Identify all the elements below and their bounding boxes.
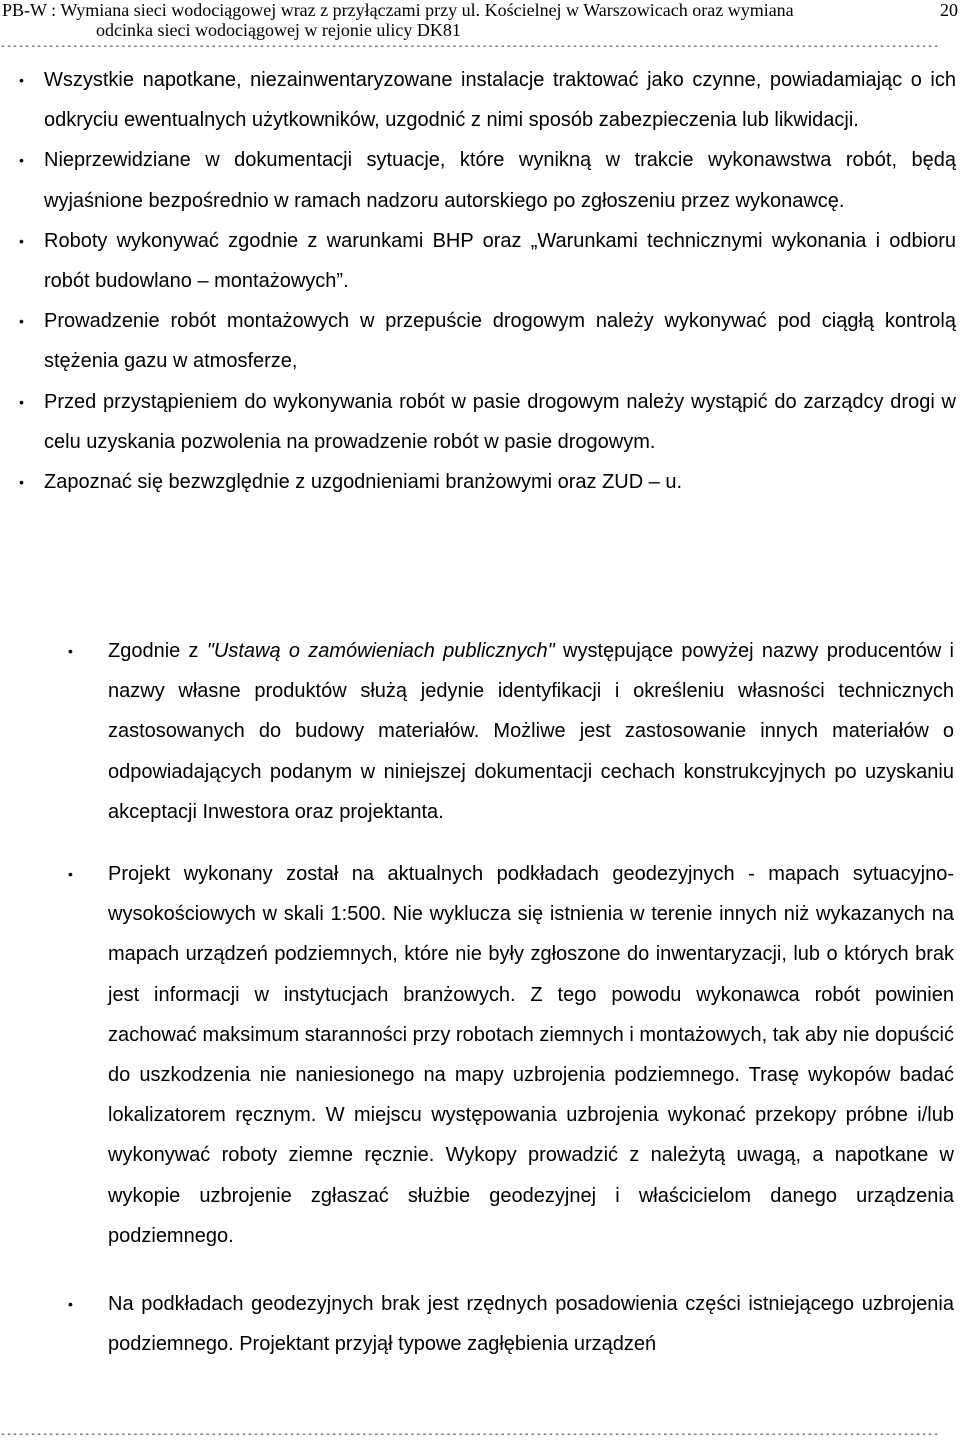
list-item-text: Na podkładach geodezyjnych brak jest rzędnych posadowienia części istniejącego uzbrojenia podziemnego. Projektant przyjął typowe zagłębienia urządzeń <box>108 1293 954 1356</box>
list-item <box>19 221 956 301</box>
header-title-line1: PB-W : Wymiana sieci wodociągowej wraz z przyłączami przy ul. Kościelnej w Warszowicach oraz wymiana <box>2 0 794 20</box>
list-item <box>68 854 954 1256</box>
bullet-icon: • <box>19 474 24 491</box>
header-title-line2: odcinka sieci wodociągowej w rejonie ulicy DK81 <box>96 20 461 40</box>
list-item-text: Nieprzewidziane w dokumentacji sytuacje, które wynikną w trakcie wykonawstwa robót, będą wyjaśnione bezpośrednio w ramach nadzoru autorskiego po zgłoszeniu przez wykonawcę. <box>44 149 956 212</box>
list-item <box>68 631 954 832</box>
bullet-list-remarks <box>68 631 954 1364</box>
list-item <box>19 382 956 462</box>
spacer <box>108 1256 954 1284</box>
spacer <box>108 832 954 854</box>
list-item-text: Przed przystąpieniem do wykonywania robót w pasie drogowym należy wystąpić do zarządcy drogi w celu uzyskania pozwolenia na prowadzenie robót w pasie drogowym. <box>44 390 956 453</box>
bullet-icon: • <box>19 232 24 249</box>
bullet-icon: • <box>68 1296 73 1313</box>
list-item <box>19 140 956 220</box>
header-dashed-rule: ------------------------------------------------------------------------------------------------------------------------------------------------------------ <box>0 42 940 52</box>
list-item <box>68 1284 954 1364</box>
bullet-icon: • <box>19 313 24 330</box>
list-item-text: Projekt wykonany został na aktualnych podkładach geodezyjnych - mapach sytuacyjno-wysokościowych w skali 1:500. Nie wyklucza się istnienia w terenie innych niż wykazanych na mapach urządzeń podziemnych, które nie były zgłoszone do inwentaryzacji, lub o których brak jest informacji w instytucjach branżowych. Z tego powodu wykonawca robót powinien zachować maksimum staranności przy robotach ziemnych i montażowych, tak aby nie dopuścić do uszkodzenia nie naniesionego na mapy uzbrojenia podziemnego. Trasę wykopów badać lokalizatorem ręcznym. W miejscu występowania uzbrojenia wykonać przekopy próbne i/lub wykonywać roboty ziemne ręcznie. Wykopy prowadzić z należytą uwagą, a napotkane w wykopie uzbrojenie zgłaszać służbie geodezyjnej i właścicielom danego urządzenia podziemnego. <box>108 863 954 1247</box>
list-item <box>19 462 956 502</box>
page-number: 20 <box>940 0 958 20</box>
list-item-text: Prowadzenie robót montażowych w przepuście drogowym należy wykonywać pod ciągłą kontrolą stężenia gazu w atmosferze, <box>44 310 956 373</box>
bullet-icon: • <box>19 72 24 88</box>
list-item-text: Zapoznać się bezwzględnie z uzgodnieniami branżowymi oraz ZUD – u. <box>44 471 683 494</box>
list-item-text: Roboty wykonywać zgodnie z warunkami BHP oraz „Warunkami technicznymi wykonania i odbioru robót budowlano – montażowych”. <box>44 229 956 293</box>
bullet-icon: • <box>19 152 24 169</box>
bullet-icon: • <box>68 643 73 659</box>
bullet-list-notes <box>19 60 956 502</box>
list-item <box>19 60 956 140</box>
list-item-text: Zgodnie z <box>108 640 207 662</box>
list-item <box>19 301 956 381</box>
list-item-text-continued: występujące powyżej nazwy producentów i nazwy własne produktów służą jedynie identyfikacji i określeniu własności technicznych zastosowanych do budowy materiałów. Możliwe jest zastosowanie innych materiałów o odpowiadających podanym w niniejszej dokumentacji cechach konstrukcyjnych po uzyskaniu akceptacji Inwestora oraz projektanta. <box>108 640 954 823</box>
list-item-text: Wszystkie napotkane, niezainwentaryzowane instalacje traktować jako czynne, powiadamiając o ich odkryciu ewentualnych użytkowników, uzgodnić z nimi sposób zabezpieczenia lub likwidacji. <box>44 69 956 132</box>
footer-dashed-rule: ------------------------------------------------------------------------------------------------------------------------------------------------------------ <box>0 1430 940 1440</box>
bullet-icon: • <box>68 866 73 883</box>
bullet-icon: • <box>19 393 24 410</box>
law-title-italic: "Ustawą o zamówieniach publicznych" <box>206 640 555 662</box>
